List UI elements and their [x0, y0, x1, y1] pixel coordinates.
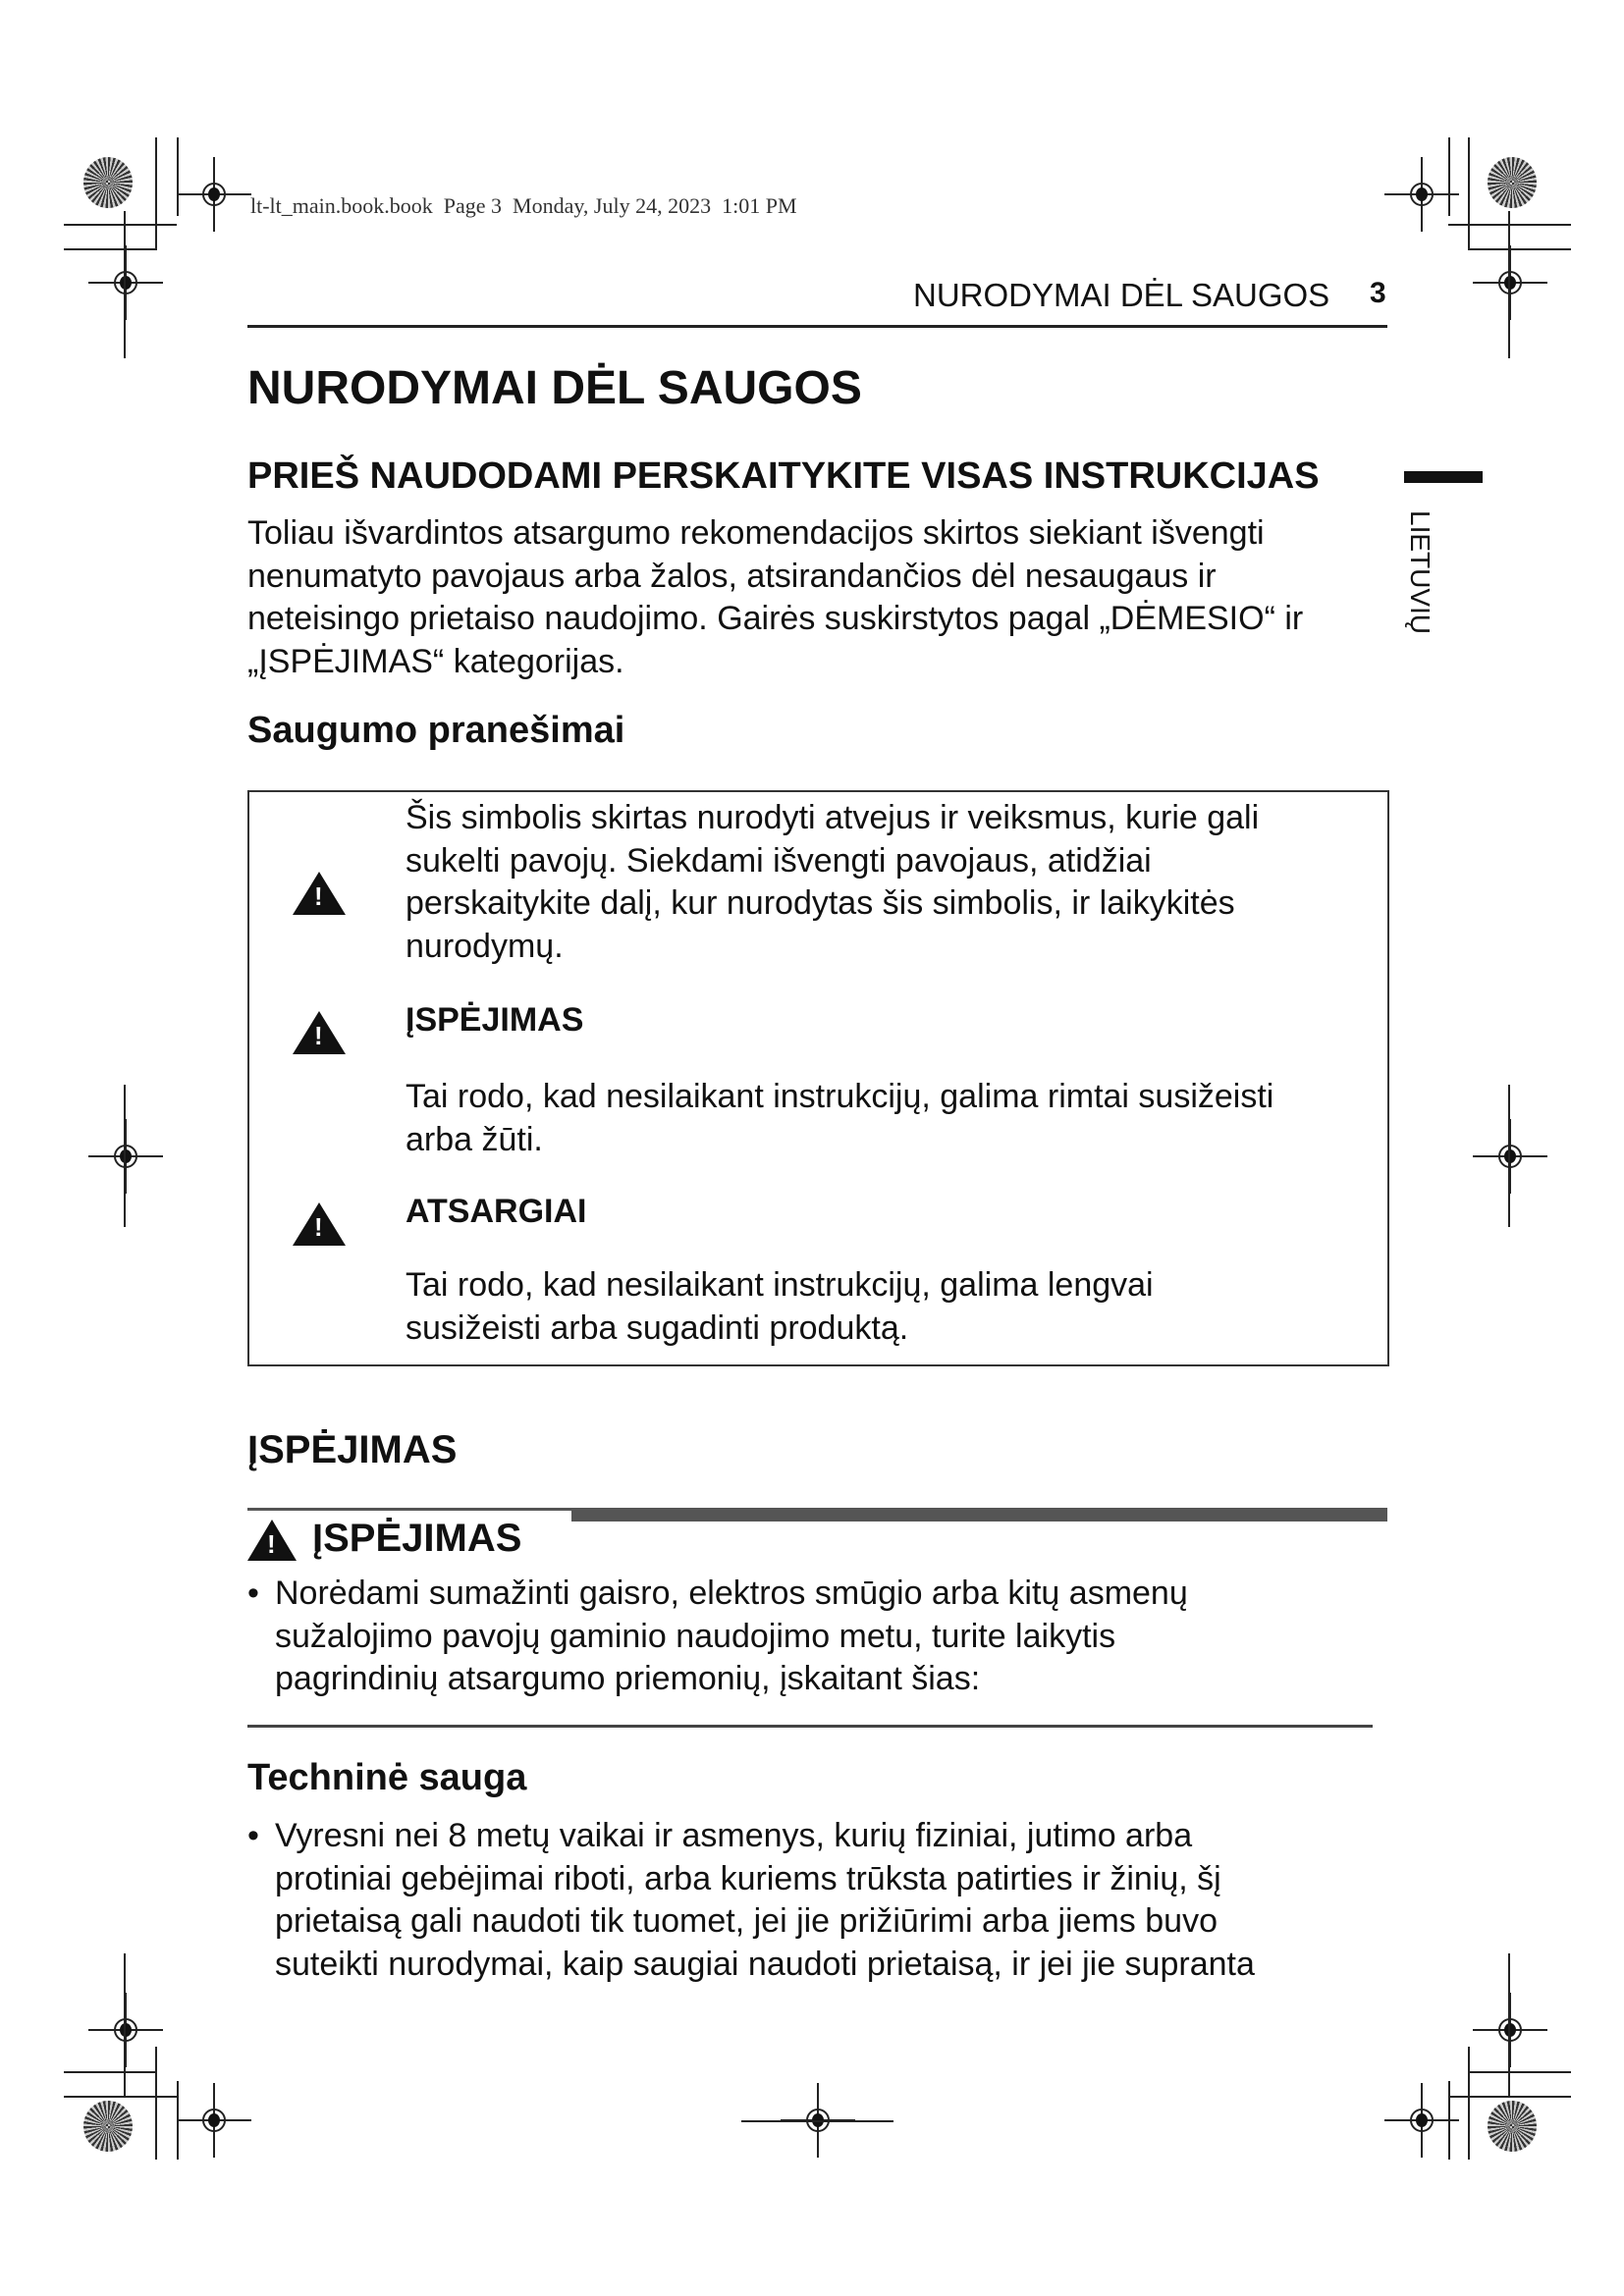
warning-bullet: • Norėdami sumažinti gaisro, elektros smūgio arba kitų asmenų sužalojimo pavojų gaminio naudojimo metu, turite laikytis pagrindinių atsargumo priemonių, įskaitant šias:	[247, 1573, 1188, 1701]
text-line: pagrindinių atsargumo priemonių, įskaitant šias:	[275, 1660, 981, 1697]
crosshair-icon	[177, 2083, 251, 2158]
text-line: „ĮSPĖJIMAS“ kategorijas.	[247, 642, 624, 680]
warning-section-heading: ĮSPĖJIMAS	[247, 1428, 458, 1471]
divider	[247, 1725, 1373, 1728]
text-line: sužalojimo pavojų gaminio naudojimo metu, turite laikytis	[275, 1617, 1116, 1655]
crosshair-icon	[88, 1119, 163, 1194]
warning-triangle-icon	[293, 872, 346, 915]
print-header: lt-lt_main.book.book Page 3 Monday, July 24, 2023 1:01 PM	[250, 193, 797, 218]
subheading-safety-messages: Saugumo pranešimai	[247, 710, 625, 751]
text-line: nenumatyto pavojaus arba žalos, atsirandančios dėl nesaugaus ir	[247, 557, 1217, 595]
text-line: Norėdami sumažinti gaisro, elektros smūgio arba kitų asmenų	[275, 1575, 1188, 1612]
warning-label: ĮSPĖJIMAS	[406, 1001, 584, 1039]
page-title: NURODYMAI DĖL SAUGOS	[247, 362, 862, 414]
crosshair-icon	[88, 1993, 163, 2067]
text-line: sukelti pavojų. Siekdami išvengti pavojaus, atidžiai	[406, 841, 1152, 880]
text-line: suteikti nurodymai, kaip saugiai naudoti prietaisą, ir jei jie supranta	[275, 1945, 1255, 1983]
text-line: Toliau išvardintos atsargumo rekomendacijos skirtos siekiant išvengti	[247, 514, 1265, 552]
crosshair-icon	[177, 157, 251, 232]
text-line: Šis simbolis skirtas nurodyti atvejus ir veiksmus, kurie gali	[406, 799, 1260, 836]
text-line: Tai rodo, kad nesilaikant instrukcijų, galima rimtai susižeisti	[406, 1078, 1274, 1115]
registration-star-icon	[83, 2101, 133, 2152]
text-line: neteisingo prietaiso naudojimo. Gairės suskirstytos pagal „DĖMESIO“ ir	[247, 600, 1304, 637]
crosshair-icon	[1473, 1119, 1547, 1194]
technical-safety-bullet: • Vyresni nei 8 metų vaikai ir asmenys, kurių fiziniai, jutimo arba protiniai gebėjimai riboti, arba kuriems trūksta patirties ir žinių, šį prietaisą gali naudoti tik tuomet, jei jie prižiūrimi arba jiems buvo suteikti nurodymai, kaip saugiai naudoti prietaisą, ir jei jie supranta	[247, 1815, 1255, 1986]
registration-star-icon	[83, 157, 133, 208]
text-line: protiniai gebėjimai riboti, arba kuriems trūksta patirties ir žinių, šį	[275, 1859, 1221, 1897]
text-line: prietaisą gali naudoti tik tuomet, jei jie prižiūrimi arba jiems buvo	[275, 1902, 1218, 1940]
caution-triangle-icon	[293, 1202, 346, 1246]
warning-description	[406, 1076, 1273, 1161]
crosshair-icon	[1384, 2083, 1459, 2158]
intro-paragraph	[247, 512, 1303, 683]
section-heading: PRIEŠ NAUDODAMI PERSKAITYKITE VISAS INSTRUKCIJAS	[247, 455, 1320, 497]
symbol-description	[406, 797, 1259, 968]
text-line: susižeisti arba sugadinti produktą.	[406, 1308, 909, 1347]
warning-banner-bar	[571, 1508, 1387, 1522]
caution-label: ATSARGIAI	[406, 1193, 587, 1230]
crosshair-icon	[1384, 157, 1459, 232]
registration-star-icon	[1488, 2101, 1537, 2152]
registration-star-icon	[1488, 157, 1537, 208]
warning-triangle-icon	[293, 1011, 346, 1054]
caution-description	[406, 1264, 1154, 1350]
crosshair-icon	[1473, 1993, 1547, 2067]
text-line: arba žūti.	[406, 1120, 543, 1158]
text-line: Vyresni nei 8 metų vaikai ir asmenys, kurių fiziniai, jutimo arba	[275, 1817, 1193, 1854]
running-header-title: NURODYMAI DĖL SAUGOS	[913, 277, 1330, 313]
page-number: 3	[1370, 277, 1386, 309]
side-tab-bar	[1404, 471, 1483, 483]
text-line: nurodymų.	[406, 927, 564, 965]
side-tab-language: LIETUVIŲ	[1405, 510, 1435, 635]
warning-banner-label: ĮSPĖJIMAS	[312, 1517, 522, 1560]
crosshair-icon	[88, 245, 163, 320]
crosshair-icon	[1473, 245, 1547, 320]
warning-triangle-icon	[247, 1520, 297, 1561]
text-line: Tai rodo, kad nesilaikant instrukcijų, galima lengvai	[406, 1266, 1154, 1304]
text-line: perskaitykite dalį, kur nurodytas šis simbolis, ir laikykitės	[406, 884, 1235, 922]
subheading-technical-safety: Techninė sauga	[247, 1757, 527, 1798]
